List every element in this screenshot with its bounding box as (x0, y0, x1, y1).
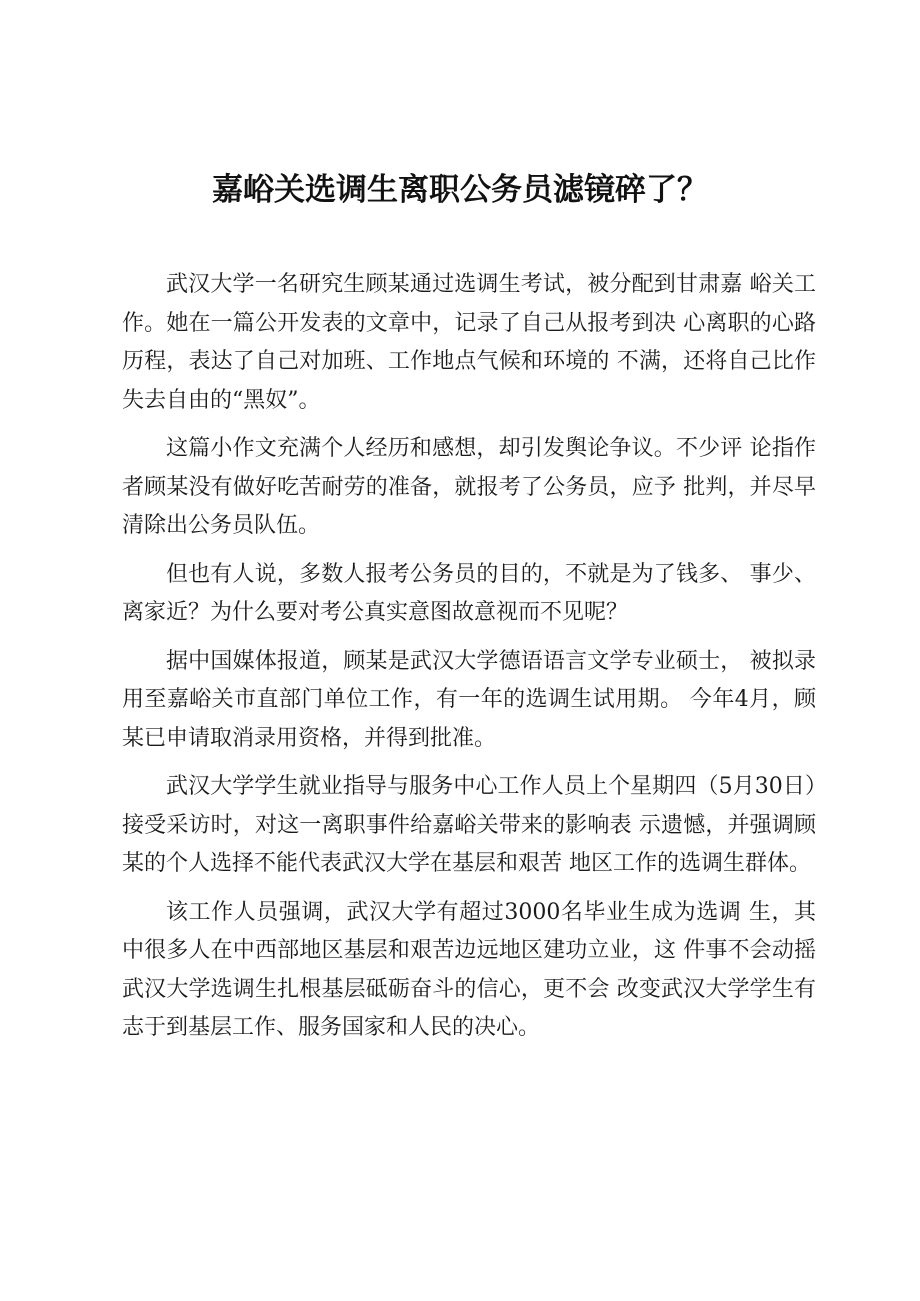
page-title: 嘉峪关选调生离职公务员滤镜碎了？ (212, 172, 708, 208)
paragraph: 据中国媒体报道，顾某是武汉大学德语语言文学专业硕士， 被拟录用至嘉峪关市直部门单位工作，有一年的选调生试用期。 今年4月，顾某已申请取消录用资格，并得到批准。 (122, 648, 816, 751)
article-body (122, 266, 816, 1058)
paragraph: 这篇小作文充满个人经历和感想，却引发舆论争议。不少评 论指作者顾某没有做好吃苦耐劳的准备，就报考了公务员，应予 批判，并尽早清除出公务员队伍。 (122, 436, 816, 538)
paragraph: 武汉大学一名研究生顾某通过选调生考试，被分配到甘肃嘉 峪关工作。她在一篇公开发表的文章中，记录了自己从报考到决 心离职的心路历程，表达了自己对加班、工作地点气候和环境的 不满，还将自己比作失去自由的“黑奴”。 (122, 272, 816, 413)
paragraph: 武汉大学学生就业指导与服务中心工作人员上个星期四（5月30日）接受采访时，对这一离职事件给嘉峪关带来的影响表 示遗憾，并强调顾某的个人选择不能代表武汉大学在基层和艰苦 地区工作的选调生群体。 (122, 774, 816, 876)
paragraph: 该工作人员强调，武汉大学有超过3000名毕业生成为选调 生，其中很多人在中西部地区基层和艰苦边远地区建功立业，这 件事不会动摇武汉大学选调生扎根基层砥砺奋斗的信心，更不会 改变武汉大学学生有志于到基层工作、服务国家和人民的决心。 (122, 899, 816, 1040)
paragraph: 但也有人说，多数人报考公务员的目的，不就是为了钱多、 事少、离家近？为什么要对考公真实意图故意视而不见呢？ (122, 561, 816, 625)
